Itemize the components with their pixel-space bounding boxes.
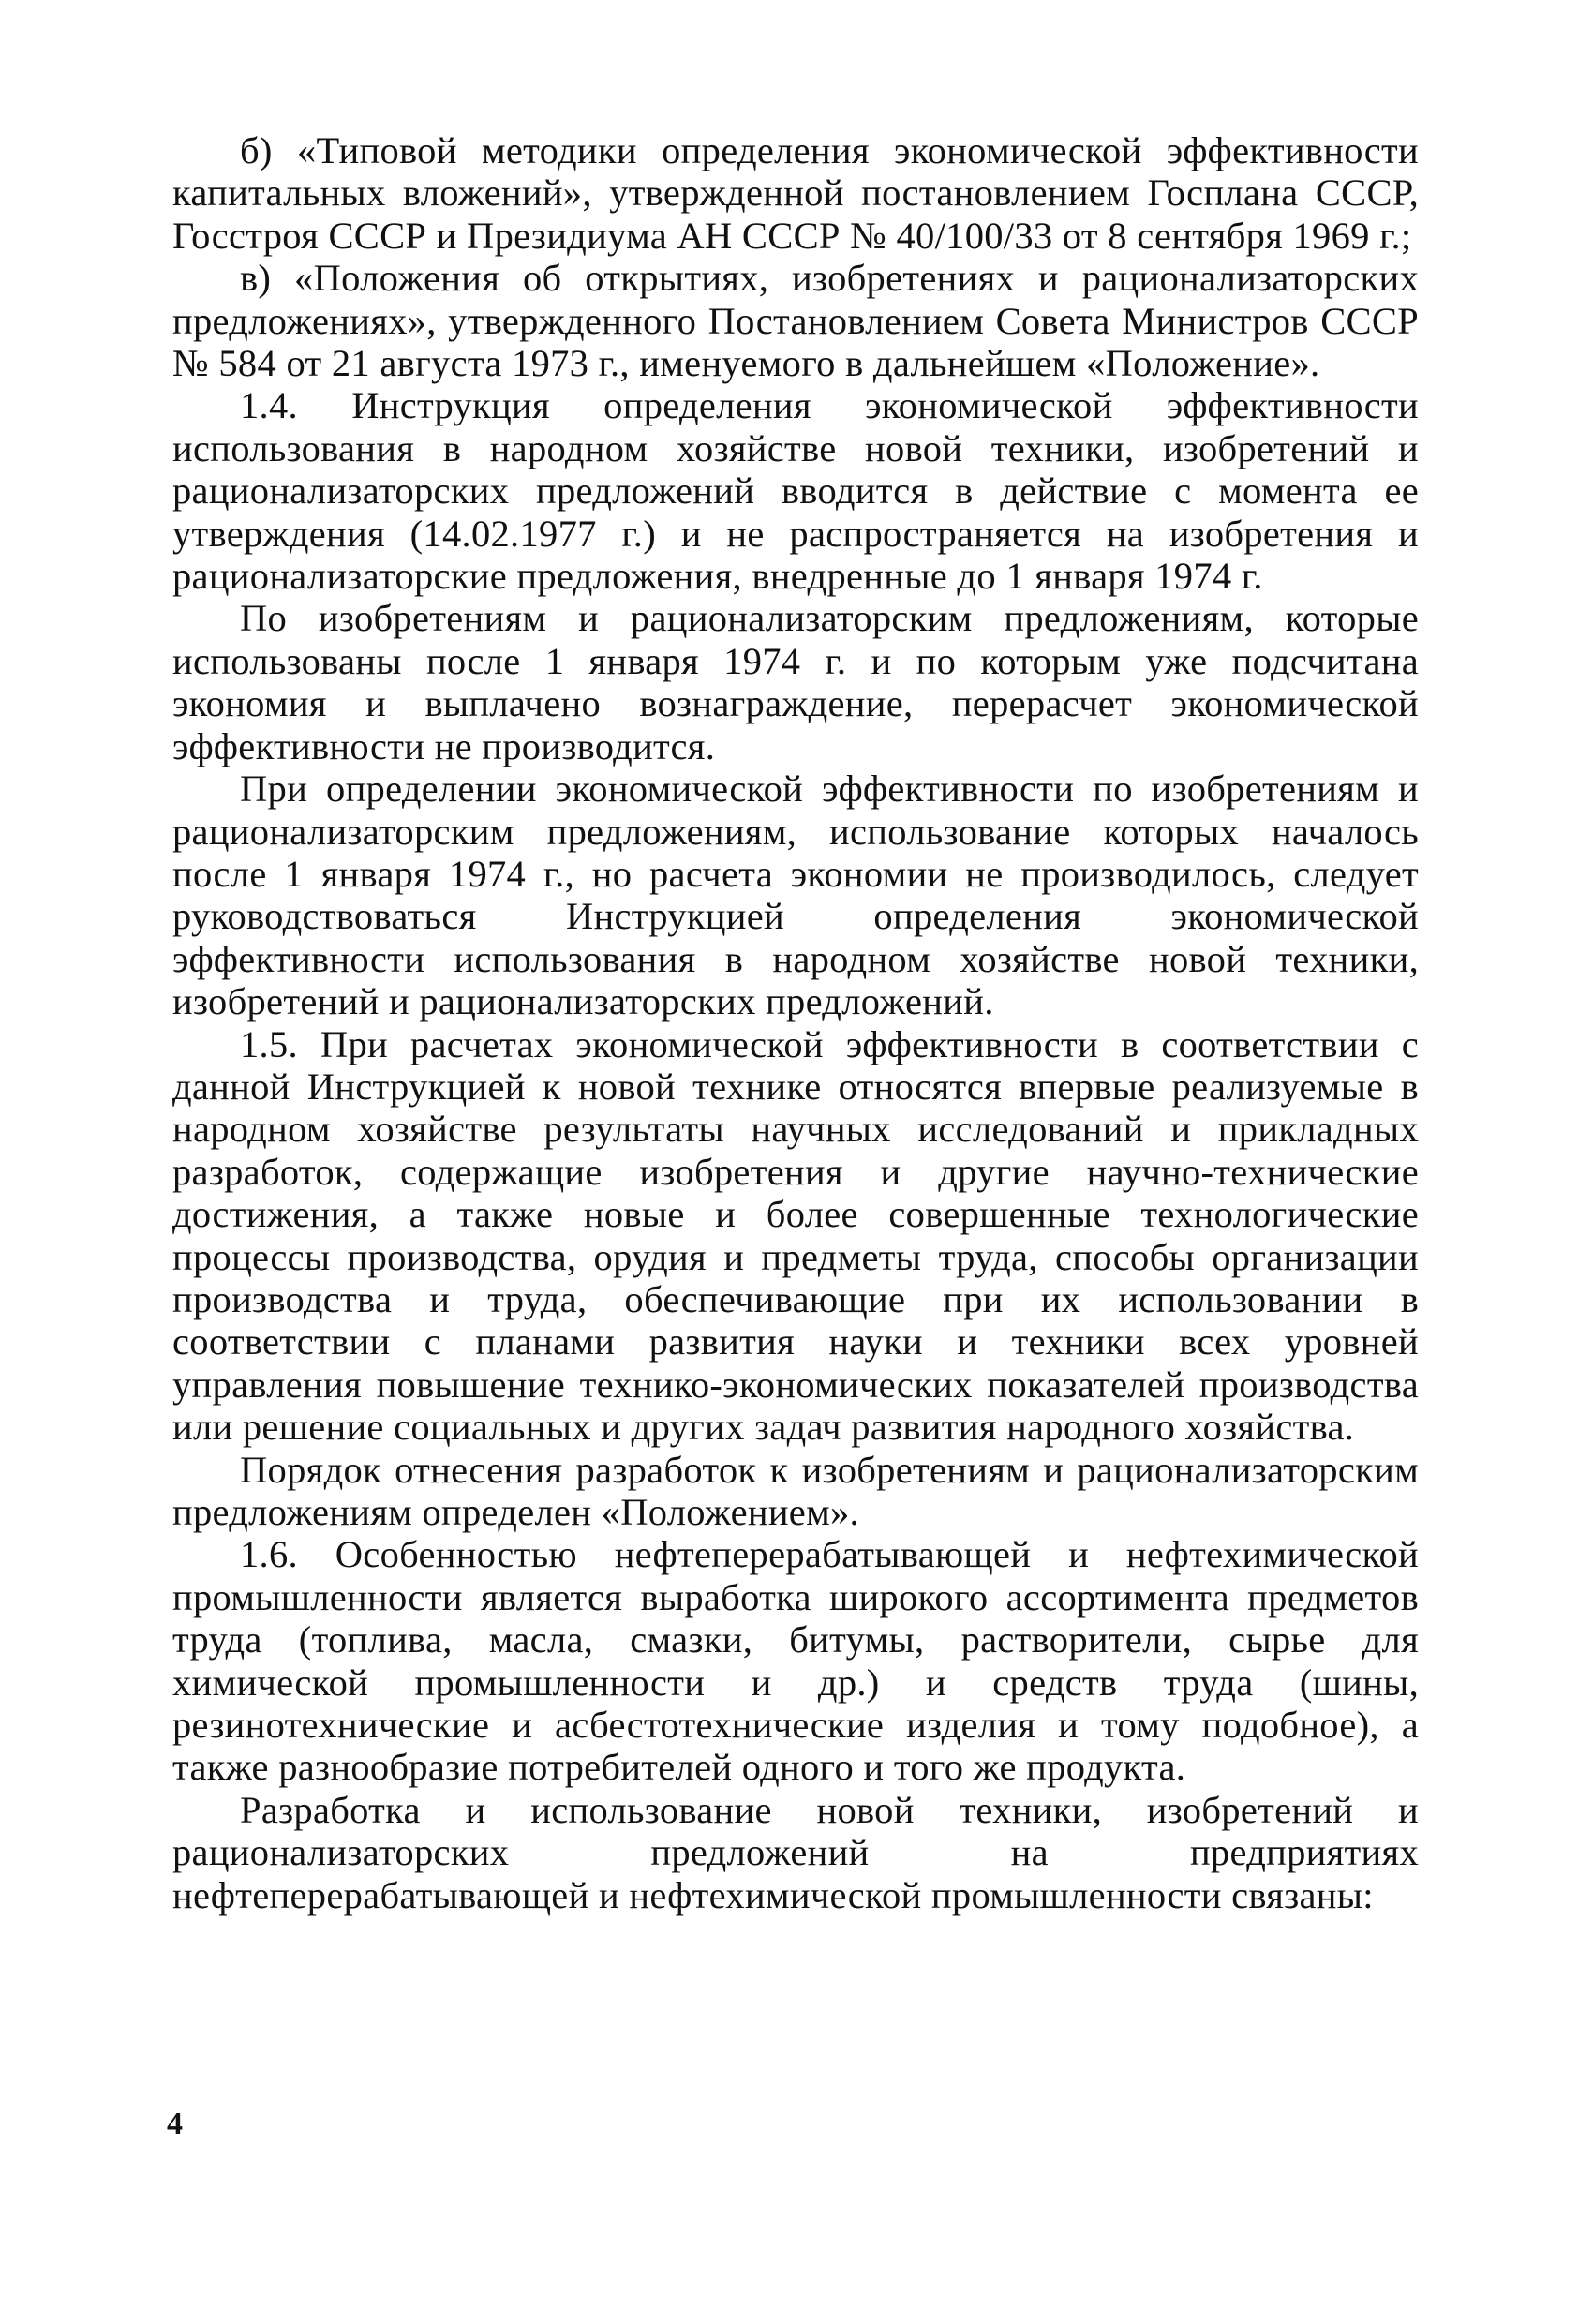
paragraph-b-typical-methodology: б) «Типовой методики определения экономической эффективности капитальных вложений», утвержденной постановлением Госплана СССР, Госстроя СССР и Президиума АН СССР № 40/100/33 от 8 сентября 1969 г.;	[172, 129, 1419, 257]
document-page	[172, 129, 1419, 1916]
paragraph-calculation-after-1974: При определении экономической эффективности по изобретениям и рационализаторским предложениям, использование которых началось после 1 января 1974 г., но расчета экономии не производилось, следует руководствоваться Инструкцией определения экономической эффективности использования в народном хозяйстве новой техники, изобретений и рационализаторских предложений.	[172, 767, 1419, 1023]
paragraph-classification-order: Порядок отнесения разработок к изобретениям и рационализаторским предложениям определен «Положением».	[172, 1448, 1419, 1533]
page-number: 4	[167, 2107, 183, 2141]
paragraph-1-4-instruction: 1.4. Инструкция определения экономической эффективности использования в народном хозяйстве новой техники, изобретений и рационализаторских предложений вводится в действие с момента ее утверждения (14.02.1977 г.) и не распространяется на изобретения и рационализаторские предложения, внедренные до 1 января 1974 г.	[172, 384, 1419, 598]
paragraph-no-recalculation: По изобретениям и рационализаторским предложениям, которые использованы после 1 января 1974 г. и по которым уже подсчитана экономия и выплачено вознаграждение, перерасчет экономической эффективности не производится.	[172, 597, 1419, 767]
paragraph-1-5-new-technology: 1.5. При расчетах экономической эффективности в соответствии с данной Инструкцией к новой технике относятся впервые реализуемые в народном хозяйстве результаты научных исследований и прикладных разработок, содержащие изобретения и другие научно-технические достижения, а также новые и более совершенные технологические процессы производства, орудия и предметы труда, способы организации производства и труда, обеспечивающие при их использовании в соответствии с планами развития науки и техники всех уровней управления повышение технико-экономических показателей производства или решение социальных и других задач развития народного хозяйства.	[172, 1022, 1419, 1449]
paragraph-1-6-industry-features: 1.6. Особенностью нефтеперерабатывающей и нефтехимической промышленности является выработка широкого ассортимента предметов труда (топлива, масла, смазки, битумы, растворители, сырье для химической промышленности и др.) и средств труда (шины, резинотехнические и асбестотехнические изделия и тому подобное), а также разнообразие потребителей одного и того же продукта.	[172, 1533, 1419, 1789]
paragraph-development-and-use: Разработка и использование новой техники, изобретений и рационализаторских предложений на предприятиях нефтеперерабатывающей и нефтехимической промышленности связаны:	[172, 1788, 1419, 1916]
paragraph-v-regulation-on-discoveries: в) «Положения об открытиях, изобретениях и рационализаторских предложениях», утвержденного Постановлением Совета Министров СССР № 584 от 21 августа 1973 г., именуемого в дальнейшем «Положение».	[172, 257, 1419, 385]
